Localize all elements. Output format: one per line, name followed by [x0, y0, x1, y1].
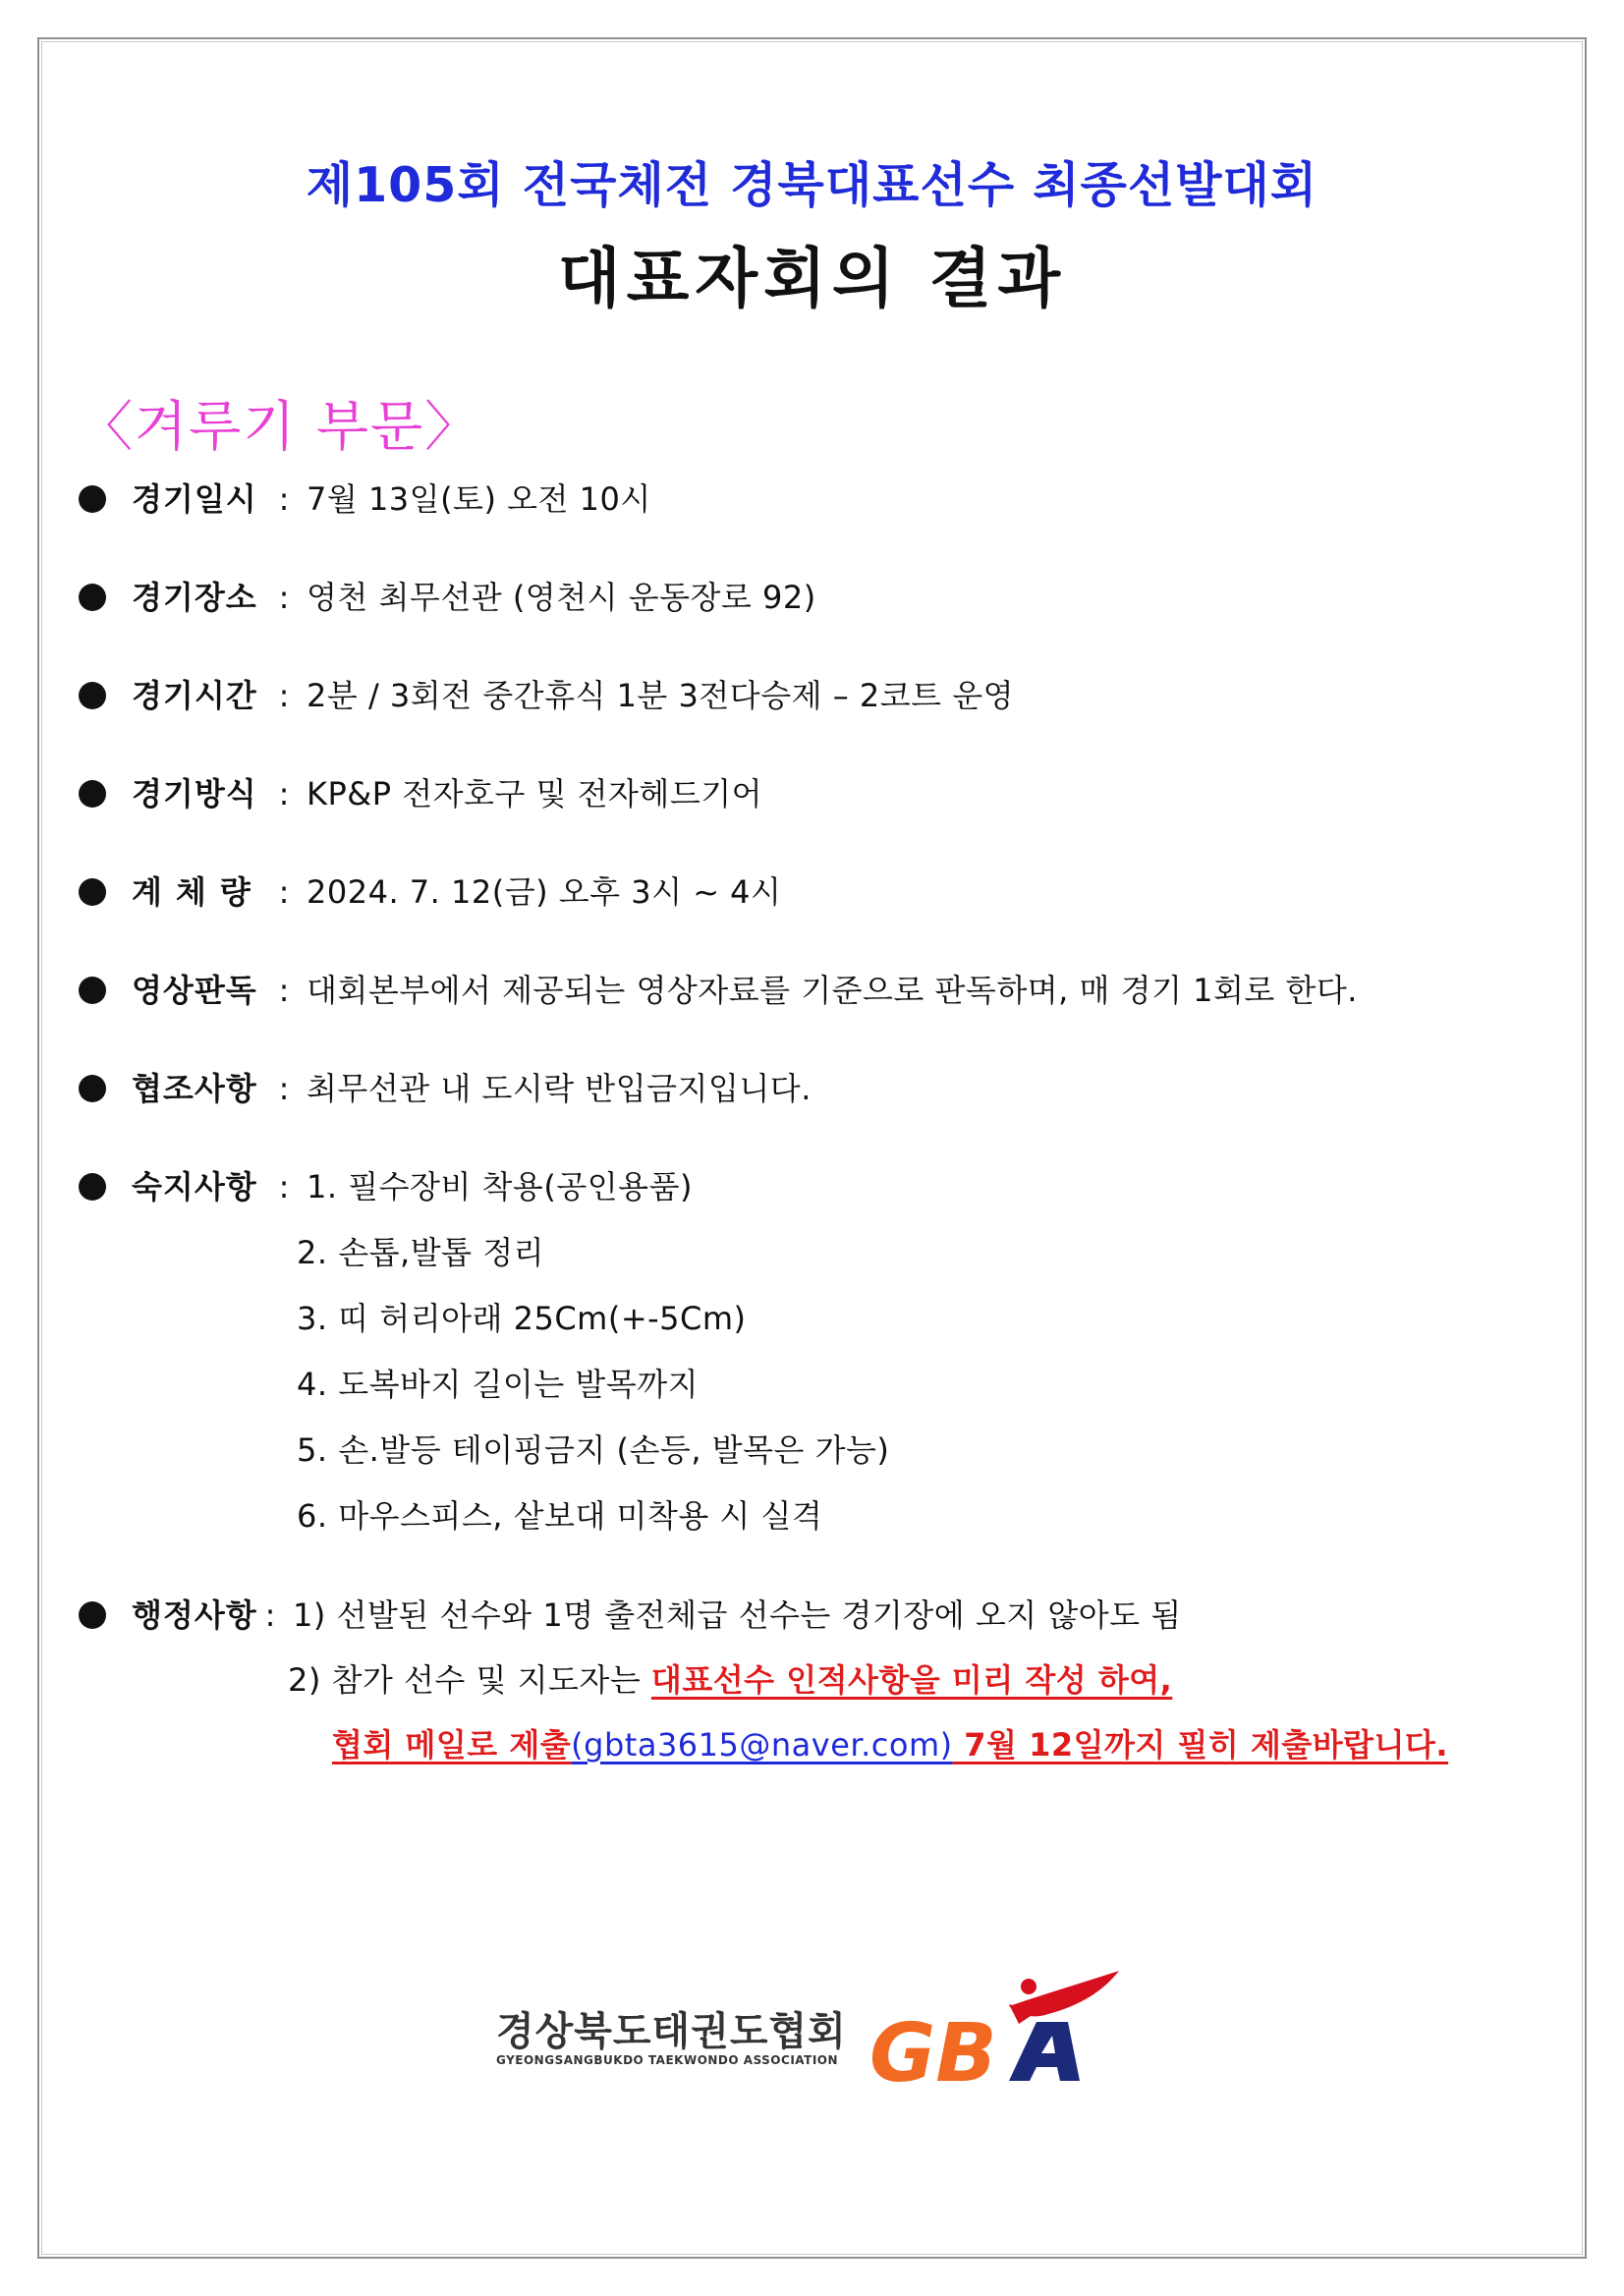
- item-weigh-in: [79, 872, 781, 912]
- admin-line-prefix: 2) 참가 선수 및 지도자는: [288, 1661, 651, 1699]
- notice-line: 2. 손톱,발톱 정리: [297, 1234, 545, 1271]
- item-admin: [79, 1596, 1182, 1635]
- admin-line-highlight: 대표선수 인적사항을 미리 작성 하여,: [650, 1661, 1173, 1699]
- email-link[interactable]: (gbta3615@naver.com): [571, 1726, 953, 1764]
- admin-line: 1) 선발된 선수와 1명 출전체급 선수는 경기장에 오지 않아도 됨: [293, 1596, 1182, 1634]
- item-label: 숙지사항: [132, 1168, 257, 1205]
- colon: :: [278, 873, 290, 911]
- item-value: 최무선관 내 도시락 반입금지입니다.: [307, 1070, 812, 1107]
- colon: :: [278, 579, 290, 616]
- item-match-method: [79, 774, 762, 813]
- colon: :: [278, 775, 290, 812]
- item-match-time: [79, 676, 1014, 715]
- item-label: 경기방식: [132, 775, 257, 812]
- item-label: 영상판독: [132, 972, 257, 1009]
- item-value: 대회본부에서 제공되는 영상자료를 기준으로 판독하며, 매 경기 1회로 한다.: [307, 972, 1358, 1009]
- bullet-icon: [79, 584, 106, 611]
- colon: :: [264, 1596, 276, 1634]
- item-label: 협조사항: [132, 1070, 257, 1107]
- colon: :: [278, 972, 290, 1009]
- bullet-icon: [79, 1075, 106, 1102]
- document-title: 제105회 전국체전 경북대표선수 최종선발대회: [306, 157, 1318, 213]
- notice-line: 1. 필수장비 착용(공인용품): [307, 1168, 693, 1205]
- item-cooperation: [79, 1069, 812, 1108]
- bullet-icon: [79, 1601, 106, 1629]
- document-subtitle: 대표자회의 결과: [557, 241, 1067, 316]
- page-border-inner: [41, 41, 1583, 2255]
- svg-text:GB: GB: [869, 2007, 997, 2093]
- bullet-icon: [79, 780, 106, 808]
- admin-email-text: 협회 메일로 제출: [332, 1726, 572, 1764]
- colon: :: [278, 677, 290, 714]
- notice-line: 5. 손.발등 테이핑금지 (손등, 발목은 가능): [297, 1431, 890, 1469]
- bullet-icon: [79, 1173, 106, 1201]
- item-notice: [79, 1167, 693, 1206]
- item-value: 2분 / 3회전 중간휴식 1분 3전다승제 – 2코트 운영: [307, 677, 1015, 714]
- notice-line: 3. 띠 허리아래 25Cm(+-5Cm): [297, 1300, 747, 1337]
- item-value: 2024. 7. 12(금) 오후 3시 ~ 4시: [307, 873, 782, 911]
- item-match-date: [79, 479, 651, 519]
- item-value: KP&P 전자호구 및 전자헤드기어: [307, 775, 763, 812]
- admin-line-3: [332, 1725, 1448, 1764]
- item-value: 7월 13일(토) 오전 10시: [307, 480, 651, 518]
- admin-deadline-text: 7월 12일까지 필히 제출바랍니다.: [952, 1726, 1449, 1764]
- colon: :: [278, 480, 290, 518]
- section-title: 〈겨루기 부문〉: [79, 395, 481, 458]
- association-logo: [496, 1965, 1125, 2093]
- bullet-icon: [79, 977, 106, 1004]
- notice-line: 6. 마우스피스, 샅보대 미착용 시 실격: [297, 1497, 823, 1535]
- item-label: 계체량: [132, 873, 264, 911]
- colon: :: [278, 1168, 290, 1205]
- bullet-icon: [79, 878, 106, 906]
- item-label: 경기일시: [132, 480, 257, 518]
- item-label: 경기장소: [132, 579, 257, 616]
- item-value: 영천 최무선관 (영천시 운동장로 92): [307, 579, 816, 616]
- bullet-icon: [79, 485, 106, 513]
- item-video-review: [79, 971, 1358, 1010]
- org-name-ko: 경상북도태권도협회: [496, 2009, 847, 2054]
- item-label: 경기시간: [132, 677, 257, 714]
- bullet-icon: [79, 682, 106, 709]
- org-name-en: GYEONGSANGBUKDO TAEKWONDO ASSOCIATION: [496, 2053, 839, 2067]
- admin-line-2: [288, 1660, 1172, 1700]
- colon: :: [278, 1070, 290, 1107]
- notice-line: 4. 도복바지 길이는 발목까지: [297, 1366, 700, 1403]
- gbta-emblem-icon: [862, 1965, 1127, 2093]
- item-label: 행정사항: [132, 1596, 257, 1634]
- item-venue: [79, 578, 816, 617]
